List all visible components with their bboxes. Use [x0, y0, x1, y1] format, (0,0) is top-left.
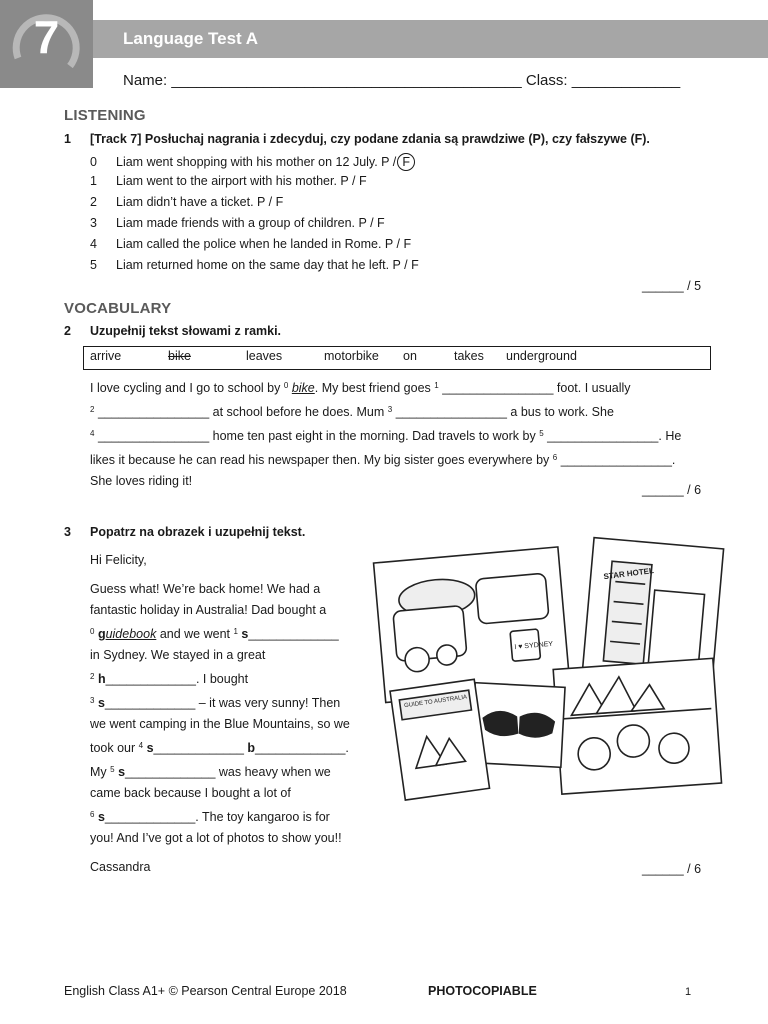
answer-gap[interactable]: _____________. I bought [105, 672, 249, 686]
vocabulary-heading: VOCABULARY [64, 300, 172, 317]
item-number: 4 [90, 237, 97, 251]
item-text: Liam went to the airport with his mother. P / F [116, 174, 367, 188]
word-box-item: takes [454, 349, 484, 363]
gap-number: 5 [539, 429, 544, 438]
letter-signoff: Cassandra [90, 860, 151, 874]
item-text: Liam returned home on the same day that he left. P / F [116, 258, 419, 272]
text-line [90, 735, 365, 759]
question-1-number: 1 [64, 132, 71, 146]
example-answer: bike [291, 381, 315, 395]
vocabulary-score: ______ / 6 [642, 483, 702, 497]
guidebook-title: GUIDE TO AUSTRALIA [403, 694, 468, 710]
word-box-item: leaves [246, 349, 283, 363]
text-run: My [90, 765, 107, 779]
text-line: came back because I bought a lot of [90, 786, 291, 800]
answer-gap[interactable]: _____________ [248, 627, 339, 641]
letter-greeting: Hi Felicity, [90, 553, 147, 567]
first-letter: s [241, 627, 249, 641]
answer-gap[interactable]: _____________ [153, 741, 244, 755]
gap-number: 4 [90, 429, 95, 438]
page-title: Language Test A [123, 29, 259, 48]
first-letter: g [97, 627, 106, 641]
first-letter: h [97, 672, 106, 686]
item-text: Liam made friends with a group of children. P / F [116, 216, 385, 230]
word-box-item-crossed: bike [168, 349, 191, 363]
gap-number: 4 [138, 741, 144, 750]
item-number: 2 [90, 195, 97, 209]
gap-number: 3 [387, 405, 393, 414]
answer-gap[interactable]: _____________ – it was very sunny! Then [104, 696, 341, 710]
answer-gap[interactable]: ________________ a bus to work. She [395, 405, 614, 419]
text-line [90, 399, 710, 423]
answer-gap[interactable]: ________________. [560, 453, 676, 467]
question-3-number: 3 [64, 525, 71, 539]
vocabulary-text [90, 375, 710, 492]
letter-text [90, 550, 365, 878]
listening-item [90, 216, 385, 230]
text-run: I love cycling and I go to school by [90, 381, 281, 395]
text-run: likes it because he can read his newspaper then. My big sister goes everywhere by [90, 453, 550, 467]
gap-number: 1 [233, 627, 238, 636]
text-line: Guess what! We’re back home! We had a [90, 582, 321, 596]
text-run: She loves riding it! [90, 474, 193, 488]
text-line [90, 471, 710, 492]
answer-gap[interactable]: ________________ foot. I usually [442, 381, 631, 395]
first-letter: s [97, 696, 105, 710]
item-number: 3 [90, 216, 97, 230]
word-box-item: underground [506, 349, 577, 363]
text-line [90, 666, 365, 690]
text-line [90, 759, 365, 783]
hotel-sign: STAR HOTEL [603, 566, 655, 582]
text-line: fantastic holiday in Australia! Dad bought a [90, 603, 327, 617]
circled-answer: F [397, 153, 415, 171]
text-line [90, 690, 365, 714]
listening-item [90, 174, 367, 188]
text-line [90, 804, 365, 828]
footer-photocopiable: PHOTOCOPIABLE [428, 984, 537, 998]
example-answer: uidebook [105, 627, 157, 641]
item-number: 5 [90, 258, 97, 272]
text-line: you! And I’ve got a lot of photos to show you!! [90, 831, 342, 845]
text-run: took our [90, 741, 136, 755]
item-text: Liam didn’t have a ticket. P / F [116, 195, 284, 209]
item-number: 1 [90, 174, 97, 188]
answer-gap[interactable]: _____________. The toy kangaroo is for [104, 810, 330, 824]
gap-number: 2 [90, 405, 95, 414]
question-1-instruction: [Track 7] Posłuchaj nagrania i zdecyduj, czy podane zdania są prawdziwe (P), czy fałszywe (F). [90, 132, 650, 146]
name-class-line: Name: __________________________________________ Class: _____________ [123, 72, 681, 89]
holiday-illustration [368, 535, 728, 805]
text-line: we went camping in the Blue Mountains, so we [90, 717, 350, 731]
gap-number: 2 [90, 672, 95, 681]
word-box-item: arrive [90, 349, 122, 363]
question-2-number: 2 [64, 324, 71, 338]
listening-item [90, 195, 283, 209]
question-3-score: ______ / 6 [642, 862, 702, 876]
text-line [90, 621, 365, 645]
footer-copyright: English Class A1+ © Pearson Central Europe 2018 [64, 984, 347, 998]
word-box-item: motorbike [324, 349, 379, 363]
gap-number: 3 [90, 696, 95, 705]
gap-number: 6 [552, 453, 558, 462]
listening-heading: LISTENING [64, 107, 146, 124]
answer-gap[interactable]: ________________ at school before he does. Mum [97, 405, 385, 419]
gap-number: 0 [283, 381, 289, 390]
question-3-instruction: Popatrz na obrazek i uzupełnij tekst. [90, 525, 306, 539]
gap-number: 5 [110, 765, 115, 774]
answer-gap[interactable]: ________________. He [547, 429, 682, 443]
first-letter: s [118, 765, 126, 779]
unit-number: 7 [33, 11, 60, 63]
answer-gap[interactable]: _____________. [255, 741, 349, 755]
text-line [90, 447, 710, 471]
text-line [90, 375, 710, 399]
first-letter: s [146, 741, 154, 755]
mug-label: I ♥ SYDNEY [514, 640, 554, 652]
word-box-item: on [403, 349, 417, 363]
answer-gap[interactable]: _____________ was heavy when we [125, 765, 331, 779]
text-run: . My best friend goes [314, 381, 431, 395]
listening-example [90, 153, 415, 171]
text-line [90, 423, 710, 447]
answer-gap[interactable]: ________________ home ten past eight in the morning. Dad travels to work by [97, 429, 536, 443]
listening-score: ______ / 5 [642, 279, 702, 293]
listening-item [90, 258, 419, 272]
item-number: 0 [90, 155, 97, 169]
item-text: Liam called the police when he landed in Rome. P / F [116, 237, 412, 251]
gap-number: 1 [434, 381, 439, 390]
question-2-instruction: Uzupełnij tekst słowami z ramki. [90, 324, 282, 338]
text-line: in Sydney. We stayed in a great [90, 648, 266, 662]
guidebook-picture [390, 679, 489, 800]
first-letter: b [247, 741, 256, 755]
first-letter: s [97, 810, 105, 824]
item-text: Liam went shopping with his mother on 12 July. P / [116, 155, 397, 169]
gap-number: 0 [90, 627, 95, 636]
text-run: and we went [159, 627, 230, 641]
listening-item [90, 237, 411, 251]
opera-house-picture [553, 658, 721, 794]
word-box [83, 346, 711, 370]
gap-number: 6 [90, 810, 95, 819]
page-number: 1 [685, 986, 692, 998]
